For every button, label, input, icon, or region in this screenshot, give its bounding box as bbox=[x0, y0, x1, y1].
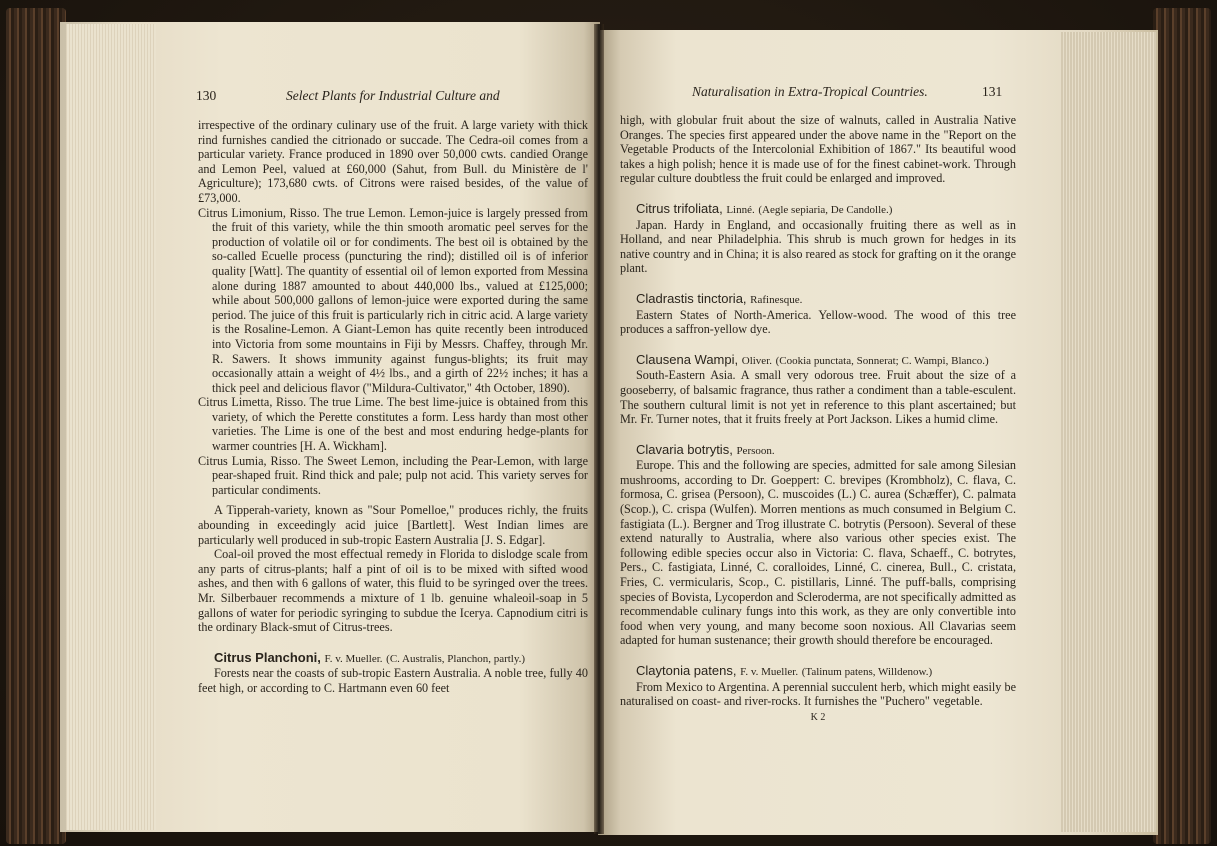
entry-authority: Linné. bbox=[726, 203, 755, 216]
paragraph: Citrus Limonium, Risso. The true Lemon. Lemon-juice is largely pressed from the fruit of this variety, while the thin smooth aromatic peel serves for the production of volatile oil or for condiments. The best oil is obtained by the so-called Ecuelle process (puncturing the rind); distilled oil is of inferior quality [Watt]. The quantity of essential oil of lemon exported from Messina alone during 1887 amounted to about 440,000 lbs., valued at £125,000; while about 500,000 gallons of lemon-juice were exported during the same period. The juice of this fruit is particularly rich in citric acid. A large variety is the Rosaline-Lemon. A Giant-Lemon has quite recently been introduced into Victoria from some mountains in Fiji by Messrs. Chaffey, through Mr. R. Sawers. It shows immunity against fungus-blights; its fruit may occasionally attain a weight of 4½ lbs., and a girth of 22½ inches; it has a thick peel and delicious flavor ("Mildura-Cultivator," 4th October, 1890). bbox=[198, 205, 588, 395]
entry-claytonia-patens bbox=[620, 664, 1016, 709]
entry-authority: Persoon. bbox=[736, 444, 775, 457]
entry-name: Clausena Wampi, bbox=[636, 351, 739, 367]
entry-synonym: (Aegle sepiaria, De Candolle.) bbox=[758, 203, 893, 216]
entry-citrus-trifoliata bbox=[620, 202, 1016, 276]
entry-text: Eastern States of North-America. Yellow-wood. The wood of this tree produces a saffron-yellow dye. bbox=[620, 307, 1016, 337]
entry-text: From Mexico to Argentina. A perennial succulent herb, which might easily be naturalised on coast- and river-rocks. It furnishes the "Puchero" vegetable. bbox=[620, 679, 1016, 709]
entry-text: Forests near the coasts of sub-tropic Eastern Australia. A noble tree, fully 40 feet high, or according to C. Hartmann even 60 feet bbox=[198, 666, 588, 695]
paragraph: high, with globular fruit about the size of walnuts, called in Australia Native Oranges. The species first appeared under the above name in the "Report on the Vegetable Products of the Intercolonial Exhibition of 1867." Its beautiful wood takes a high polish; hence it is made use of for the finest cabinet-work. Through regular culture doubtless the fruit could be enlarged and improved. bbox=[620, 113, 1016, 186]
entry-clausena-wampi bbox=[620, 353, 1016, 427]
entry-authority: Rafinesque. bbox=[750, 293, 803, 306]
entry-text: Europe. This and the following are species, admitted for sale among Silesian mushrooms, according to Dr. Goeppert: C. brevipes (Krombholz), C. flava, C. formosa, C. grisea (Persoon), C. muscoides (L.) C. aurea (Schæffer), C. palmata (Scop.), C. crispa (Wulfen). Morren mentions as much consumed in Belgium C. fastigiata (L.). Bergner and Trog illustrate C. botrytis (Persoon). Several of these extend naturally to Australia, where also various other species exist. The following edible species occur also in Victoria: C. flava, Schaeff., C. botrytes, Pers., C. fastigiata, Linné, C. coralloides, Linné, C. cinerea, Bull., C. cristata, Fries, C. vermicularis, Scop., C. pistillaris, Linné. The puff-balls, comprising species of Bovista, Lycoperdon and Scleroderma, are not specifically admitted as recommendable culinary fungs into this work, as they are only convertible into food when very young, and many become soon noxious. All Clavarias seem adapted for human sustenance; their growth should therefore be encouraged. bbox=[620, 458, 1016, 648]
entry-name: Clavaria botrytis, bbox=[636, 441, 733, 457]
right-running-title: Naturalisation in Extra-Tropical Countries. bbox=[692, 84, 928, 99]
right-column bbox=[620, 113, 1016, 725]
entry-name: Cladrastis tinctoria, bbox=[636, 290, 747, 306]
book-cover-left bbox=[6, 8, 66, 844]
left-running-title: Select Plants for Industrial Culture and bbox=[286, 88, 500, 103]
entry-citrus-planchoni bbox=[198, 651, 588, 696]
entry-authority: F. v. Mueller. bbox=[324, 652, 383, 665]
paragraph: Coal-oil proved the most effectual remedy in Florida to dislodge scale from any parts of citrus-plants; half a pint of oil is to be mixed with sifted wood ashes, and then with 6 gallons of water, this fluid to be syringed over the trees. Mr. Silberbauer recommends a mixture of 1 lb. genuine whaleoil-soap in 5 gallons of water for periodic syringing to subdue the Icerya. Capnodium citri is the ordinary Black-smut of Citrus-trees. bbox=[198, 547, 588, 635]
entry-authority: Oliver. bbox=[741, 354, 772, 367]
book-gutter bbox=[594, 24, 604, 834]
entry-name: Citrus trifoliata, bbox=[636, 200, 723, 216]
entry-text: Japan. Hardy in England, and occasionally fruiting there as well as in Holland, and near Philadelphia. This shrub is much grown for hedges in its native country and in China; it is also reared as stock for grafting on it the orange plant. bbox=[620, 217, 1016, 276]
paragraph: irrespective of the ordinary culinary use of the fruit. A large variety with thick rind furnishes candied the citrionado or succade. The Cedra-oil comes from a particular variety. France produced in 1890 over 50,000 cwts. candied Orange and Lemon Peel, valued at £60,000 (Sahut, from Bull. du Ministère de l' Agriculture); 173,680 cwts. of Citrons were raised besides, of the value of £73,000. bbox=[198, 118, 588, 205]
entry-cladrastis-tinctoria bbox=[620, 292, 1016, 337]
right-page-number: 131 bbox=[982, 84, 1003, 99]
signature-mark: K 2 bbox=[810, 711, 826, 723]
right-page-edges bbox=[1060, 32, 1156, 832]
entry-synonym: (Cookia punctata, Sonnerat; C. Wampi, Blanco.) bbox=[775, 354, 989, 367]
entry-synonym: (C. Australis, Planchon, partly.) bbox=[386, 652, 526, 665]
entry-text: South-Eastern Asia. A small very odorous tree. Fruit about the size of a gooseberry, of balsamic fragrance, thus rather a condiment than a table-esculent. The southern cultural limit is not yet in reference to this plant ascertained; but Mr. Fr. Turner notes, that it fruits freely at Port Jackson. Likes a humid clime. bbox=[620, 368, 1016, 427]
paragraph: Citrus Lumia, Risso. The Sweet Lemon, including the Pear-Lemon, with large pear-shaped fruit. Rind thick and pale; pulp not acid. This variety serves for particular condiments. bbox=[198, 453, 588, 497]
entry-clavaria-botrytis bbox=[620, 443, 1016, 648]
left-page-edges bbox=[66, 24, 156, 830]
left-column bbox=[198, 118, 588, 696]
left-page-number: 130 bbox=[196, 88, 217, 103]
paragraph: A Tipperah-variety, known as "Sour Pomelloe," produces richly, the fruits abounding in exceedingly acid juice [Bartlett]. West Indian limes are particularly well produced in sub-tropic Eastern Australia [J. S. Edgar]. bbox=[198, 503, 588, 547]
entry-authority: F. v. Mueller. bbox=[740, 666, 799, 678]
entry-name: Claytonia patens, bbox=[636, 663, 737, 678]
entry-synonym: (Talinum patens, Willdenow.) bbox=[801, 666, 933, 678]
book-cover-right bbox=[1153, 8, 1211, 844]
paragraph: Citrus Limetta, Risso. The true Lime. The best lime-juice is obtained from this variety, of which the Perette constitutes a form. Less hardy than most other varieties. The Lime is one of the best and most enduring hedge-plants for warmer countries [H. A. Wickham]. bbox=[198, 395, 588, 454]
entry-name: Citrus Planchoni, bbox=[214, 649, 321, 665]
